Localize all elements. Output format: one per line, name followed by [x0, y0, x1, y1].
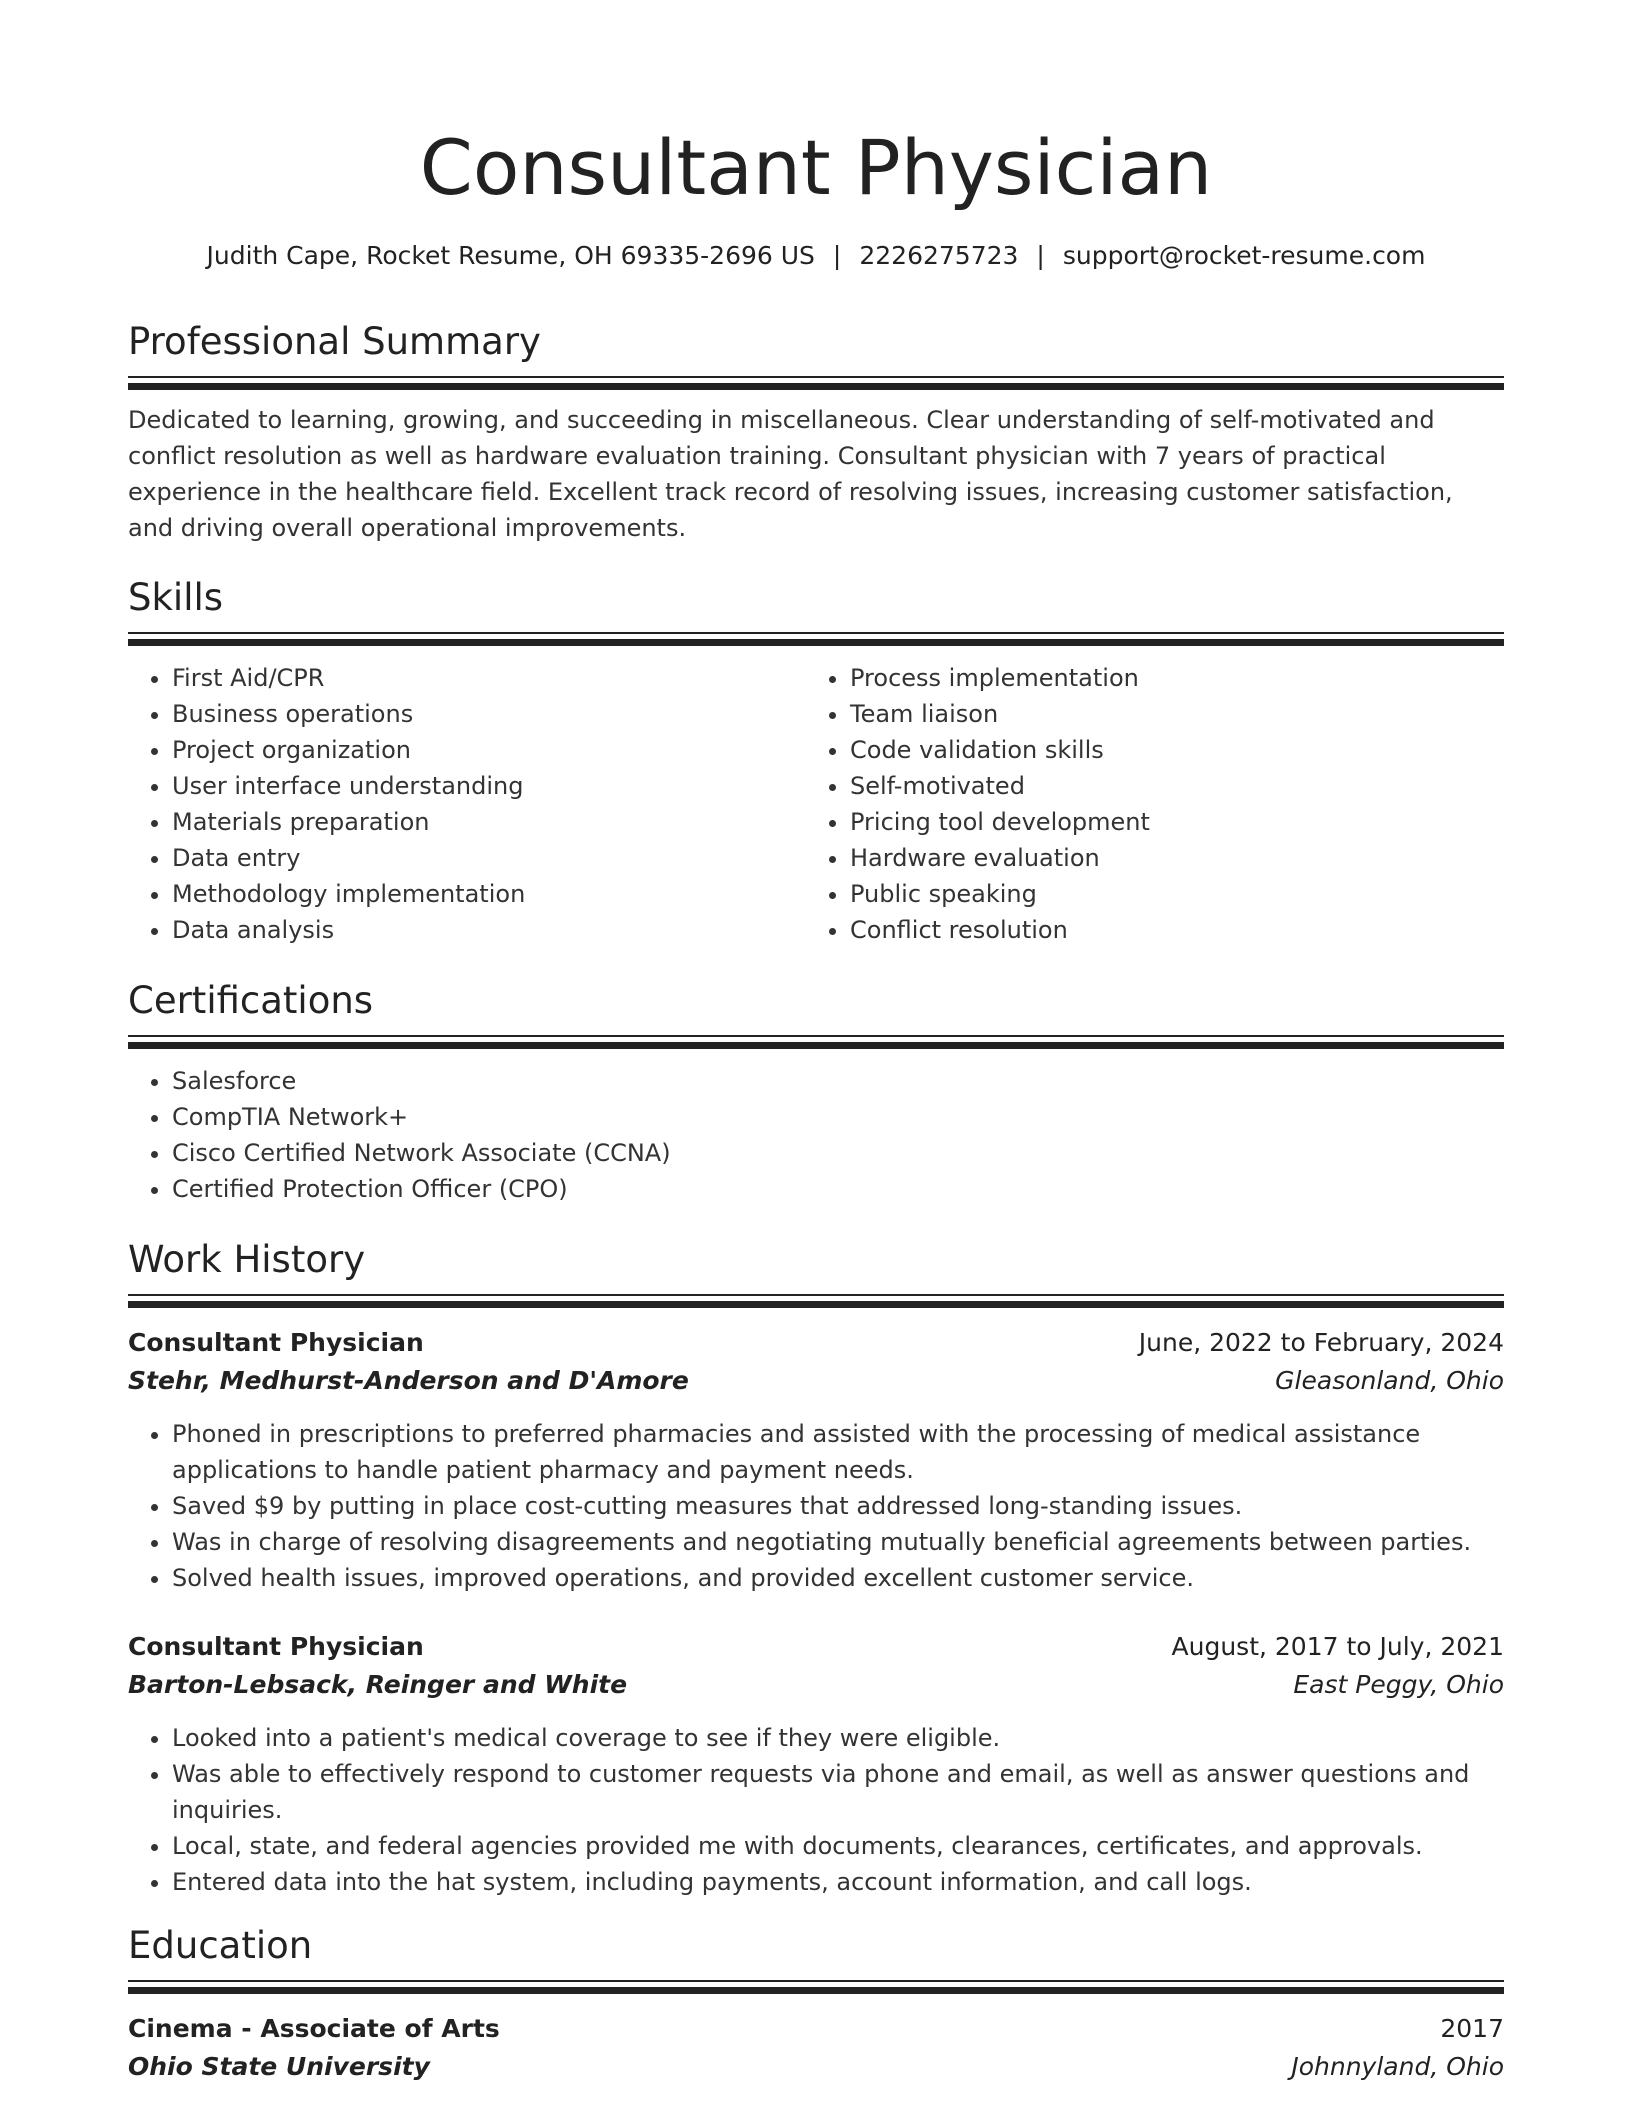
job-bullet: • Phoned in prescriptions to preferred pharmacies and assisted with the processing of medical assistance applications to handle patient pharmacy and payment needs. [172, 1416, 1504, 1488]
skill-item: • Project organization [172, 732, 806, 768]
education-school: Ohio State University [128, 2052, 430, 2081]
skill-item: • Methodology implementation [172, 876, 806, 912]
section-divider [128, 1294, 1504, 1308]
section-divider [128, 376, 1504, 390]
certification-item: • Cisco Certified Network Associate (CCNA) [172, 1135, 1504, 1171]
summary-section [128, 318, 1504, 546]
contact-line [128, 238, 1504, 274]
skill-item: • Business operations [172, 696, 806, 732]
skill-item: • Conflict resolution [850, 912, 1484, 948]
job-bullet: • Entered data into the hat system, including payments, account information, and call logs. [172, 1864, 1504, 1900]
job-location: Gleasonland, Ohio [1275, 1366, 1504, 1395]
education-degree: Cinema - Associate of Arts [128, 2014, 500, 2043]
section-divider [128, 1980, 1504, 1994]
skill-item: • Code validation skills [850, 732, 1484, 768]
job-bullet: • Solved health issues, improved operations, and provided excellent customer service. [172, 1560, 1504, 1596]
job-entry [128, 1628, 1504, 1900]
job-bullet: • Local, state, and federal agencies provided me with documents, clearances, certificates, and approvals. [172, 1828, 1504, 1864]
section-divider [128, 1035, 1504, 1049]
job-location: East Peggy, Ohio [1293, 1670, 1504, 1699]
contact-phone: 2226275723 [859, 241, 1019, 270]
certification-item: • CompTIA Network+ [172, 1099, 1504, 1135]
education-heading: Education [128, 1924, 313, 1967]
job-bullets [128, 1416, 1504, 1596]
certifications-list [128, 1063, 1504, 1207]
skills-column-right [806, 660, 1484, 948]
education-entry [128, 2010, 1504, 2086]
job-bullet: • Saved $9 by putting in place cost-cutting measures that addressed long-standing issues. [172, 1488, 1504, 1524]
job-dates: June, 2022 to February, 2024 [1138, 1328, 1504, 1357]
skill-item: • Team liaison [850, 696, 1484, 732]
summary-text: Dedicated to learning, growing, and succeeding in miscellaneous. Clear understanding of self-motivated and conflict resolution as well as hardware evaluation training. Consultant physician with 7 years of practical experience in the healthcare field. Excellent track record of resolving issues, increasing customer satisfaction, and driving overall operational improvements. [128, 406, 1453, 542]
job-title: Consultant Physician [128, 1328, 424, 1357]
job-company: Barton-Lebsack, Reinger and White [128, 1670, 628, 1699]
skill-item: • Data analysis [172, 912, 806, 948]
skills-heading: Skills [128, 576, 224, 619]
contact-address: Judith Cape, Rocket Resume, OH 69335-2696 US [206, 241, 815, 270]
education-year: 2017 [1440, 2014, 1504, 2043]
page-title: Consultant Physician [419, 123, 1213, 212]
job-bullet: • Looked into a patient's medical coverage to see if they were eligible. [172, 1720, 1504, 1756]
job-bullet: • Was in charge of resolving disagreements and negotiating mutually beneficial agreements between parties. [172, 1524, 1504, 1560]
skills-grid [128, 660, 1504, 948]
skill-item: • Pricing tool development [850, 804, 1484, 840]
skill-item: • Public speaking [850, 876, 1484, 912]
certifications-heading: Certifications [128, 979, 374, 1022]
education-location: Johnnyland, Ohio [1291, 2052, 1504, 2081]
contact-email: support@rocket-resume.com [1062, 241, 1426, 270]
job-title: Consultant Physician [128, 1632, 424, 1661]
skills-section [128, 574, 1504, 948]
education-section [128, 1922, 1504, 2086]
skill-item: • Process implementation [850, 660, 1484, 696]
skill-item: • Hardware evaluation [850, 840, 1484, 876]
skills-column-left [128, 660, 806, 948]
contact-separator: | [1036, 241, 1045, 270]
section-divider [128, 632, 1504, 646]
job-bullets [128, 1720, 1504, 1900]
job-dates: August, 2017 to July, 2021 [1171, 1632, 1504, 1661]
skill-item: • First Aid/CPR [172, 660, 806, 696]
work-section [128, 1236, 1504, 1900]
certifications-section [128, 977, 1504, 1207]
certification-item: • Certified Protection Officer (CPO) [172, 1171, 1504, 1207]
skill-item: • Self-motivated [850, 768, 1484, 804]
work-heading: Work History [128, 1238, 366, 1281]
job-company: Stehr, Medhurst-Anderson and D'Amore [128, 1366, 689, 1395]
certification-item: • Salesforce [172, 1063, 1504, 1099]
skill-item: • Data entry [172, 840, 806, 876]
job-entry [128, 1324, 1504, 1596]
skill-item: • User interface understanding [172, 768, 806, 804]
job-bullet: • Was able to effectively respond to customer requests via phone and email, as well as answer questions and inquiries. [172, 1756, 1504, 1828]
summary-heading: Professional Summary [128, 320, 541, 363]
contact-separator: | [832, 241, 842, 270]
skill-item: • Materials preparation [172, 804, 806, 840]
